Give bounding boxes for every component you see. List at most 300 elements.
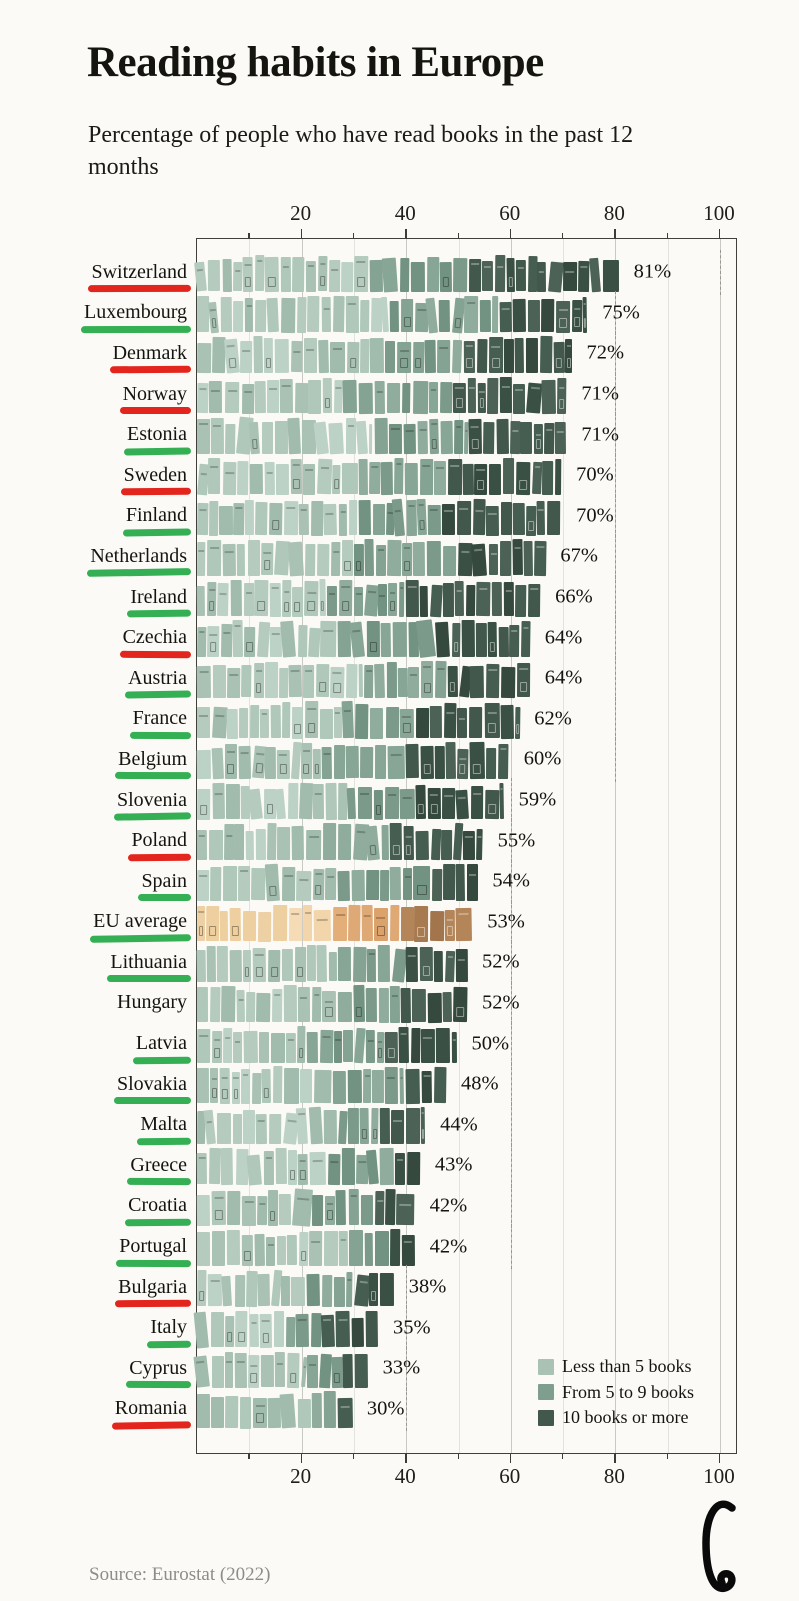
spine-line xyxy=(333,672,342,674)
book-spine xyxy=(336,1311,351,1347)
book-spine xyxy=(255,829,265,860)
book-spine xyxy=(337,870,350,900)
country-label-cell xyxy=(1,455,197,496)
book-spine xyxy=(477,339,488,373)
spine-label xyxy=(417,926,425,936)
book-spine xyxy=(603,260,619,292)
book-spine xyxy=(317,459,332,495)
spine-line xyxy=(306,349,314,351)
spine-line xyxy=(574,309,580,311)
bar-books xyxy=(197,944,469,982)
book-spine xyxy=(548,261,564,292)
spine-label xyxy=(199,926,204,936)
book-spine xyxy=(557,378,566,414)
spine-label xyxy=(298,1048,303,1058)
spine-line xyxy=(287,1039,293,1041)
spine-line xyxy=(240,870,248,872)
spine-line xyxy=(397,1159,403,1161)
country-label-cell xyxy=(1,617,197,658)
book-spine xyxy=(289,665,302,698)
spine-label xyxy=(460,764,466,774)
spine-label xyxy=(245,967,250,977)
spine-label xyxy=(422,967,429,977)
book-spine xyxy=(365,1311,377,1347)
spine-line xyxy=(315,873,322,875)
book-spine xyxy=(499,783,503,819)
axis-tick xyxy=(510,229,511,238)
spine-line xyxy=(324,752,331,754)
book-spine xyxy=(322,1275,332,1307)
spine-line xyxy=(291,670,299,672)
book-spine xyxy=(544,423,554,454)
book-spine xyxy=(264,462,274,495)
book-spine xyxy=(366,1150,379,1185)
dashed-gridline xyxy=(615,534,616,579)
book-spine xyxy=(341,262,353,292)
country-label-cell xyxy=(1,739,197,780)
book-spine xyxy=(468,378,476,413)
book-spine xyxy=(516,461,531,494)
country-label: Belgium xyxy=(118,748,187,771)
book-spine xyxy=(291,826,304,860)
spine-line xyxy=(233,1077,238,1079)
spine-line xyxy=(210,547,219,549)
book-spine xyxy=(378,945,390,982)
book-spine xyxy=(489,464,501,495)
book-spine xyxy=(197,1195,211,1226)
country-label-cell xyxy=(1,1226,197,1267)
spine-line xyxy=(210,308,215,311)
book-spine xyxy=(429,419,439,454)
book-spine xyxy=(397,668,407,697)
spine-line xyxy=(418,504,424,506)
country-label: Slovenia xyxy=(117,789,187,812)
book-spine xyxy=(563,262,577,291)
spine-line xyxy=(199,423,207,425)
spine-label xyxy=(423,764,430,774)
spine-line xyxy=(408,586,416,588)
spine-line xyxy=(312,1241,320,1243)
book-spine xyxy=(379,1148,394,1185)
spine-line xyxy=(283,266,289,268)
book-spine xyxy=(413,381,428,414)
country-label: France xyxy=(133,707,187,730)
book-spine xyxy=(197,906,205,941)
spine-line xyxy=(473,793,481,795)
spine-label xyxy=(263,1332,270,1342)
country-row xyxy=(132,699,736,740)
book-spine xyxy=(334,1031,342,1063)
book-spine xyxy=(387,662,397,698)
spine-line xyxy=(459,913,469,915)
book-spine xyxy=(296,871,311,901)
book-spine xyxy=(314,910,331,941)
book-spine xyxy=(441,830,452,860)
book-spine xyxy=(248,1354,260,1387)
country-row xyxy=(117,780,736,821)
book-spine xyxy=(219,506,233,535)
book-spine xyxy=(433,461,445,495)
dashed-gridline xyxy=(720,250,721,295)
spine-label xyxy=(256,1413,264,1423)
book-spine xyxy=(208,1274,222,1306)
book-spine xyxy=(589,257,600,291)
spine-line xyxy=(262,1319,270,1321)
country-label: Lithuania xyxy=(110,951,187,974)
spine-line xyxy=(323,1036,331,1038)
spine-line xyxy=(298,1318,306,1320)
book-spine xyxy=(430,706,442,738)
book-spine xyxy=(381,462,394,495)
book-spine xyxy=(373,504,385,535)
book-spine xyxy=(583,296,587,332)
spine-line xyxy=(291,913,299,915)
country-label-cell xyxy=(1,577,197,618)
spine-label xyxy=(431,804,438,814)
book-spine xyxy=(333,1071,346,1104)
spine-line xyxy=(305,669,312,671)
book-spine xyxy=(499,302,511,332)
book-spine xyxy=(353,985,364,1022)
spine-label xyxy=(404,317,411,327)
spine-label xyxy=(222,1088,228,1098)
spine-line xyxy=(210,1280,219,1282)
spine-line xyxy=(410,674,417,676)
country-row xyxy=(127,414,736,455)
book-spine xyxy=(265,863,280,901)
book-spine xyxy=(269,503,283,535)
book-spine xyxy=(210,987,220,1022)
book-spine xyxy=(338,824,351,860)
spine-line xyxy=(392,995,398,997)
spine-line xyxy=(284,590,290,592)
book-spine xyxy=(356,421,369,455)
book-spine xyxy=(298,625,307,657)
book-spine xyxy=(343,1354,354,1388)
bar-books xyxy=(197,984,469,1022)
book-spine xyxy=(225,1316,234,1347)
bar-books xyxy=(197,457,563,495)
book-spine xyxy=(421,1029,435,1063)
spine-label xyxy=(406,845,411,855)
spine-line xyxy=(259,1203,265,1205)
spine-line xyxy=(199,509,206,511)
book-spine xyxy=(413,542,425,576)
spine-label xyxy=(325,1007,333,1017)
spine-line xyxy=(437,668,444,670)
spine-line xyxy=(245,264,252,266)
book-spine xyxy=(469,707,482,738)
book-spine xyxy=(251,868,265,900)
spine-line xyxy=(457,590,463,592)
country-row xyxy=(123,455,736,496)
book-spine xyxy=(403,868,412,900)
book-spine xyxy=(311,501,323,536)
book-spine xyxy=(212,707,227,739)
book-spine xyxy=(367,621,380,657)
book-spine xyxy=(298,1154,308,1185)
book-spine xyxy=(359,459,368,495)
spine-label xyxy=(228,358,236,369)
spine-label xyxy=(301,1251,306,1261)
book-spine xyxy=(323,378,332,413)
book-spine xyxy=(439,261,451,291)
book-spine xyxy=(303,464,315,495)
country-label-cell xyxy=(1,861,197,902)
spine-line xyxy=(226,344,234,347)
book-spine xyxy=(367,949,376,982)
bar-books xyxy=(197,619,531,657)
book-spine xyxy=(504,339,514,373)
book-spine xyxy=(292,257,305,292)
book-spine xyxy=(217,583,229,616)
spine-label xyxy=(388,1048,395,1058)
book-spine xyxy=(224,338,239,373)
book-spine xyxy=(520,422,532,454)
book-spine xyxy=(369,462,380,494)
book-spine xyxy=(235,1311,248,1347)
country-label-cell xyxy=(1,1104,197,1145)
book-spine xyxy=(208,301,219,332)
country-label-cell xyxy=(1,1307,197,1348)
country-row xyxy=(117,983,736,1024)
book-spine xyxy=(211,1312,224,1347)
spine-line xyxy=(240,752,248,754)
spine-label xyxy=(270,967,277,977)
book-spine xyxy=(237,544,246,576)
book-spine xyxy=(221,297,232,332)
book-spine xyxy=(388,583,397,616)
book-spine xyxy=(248,788,263,820)
book-spine xyxy=(197,789,211,820)
spine-line xyxy=(366,670,372,672)
book-spine xyxy=(222,1276,233,1306)
book-spine xyxy=(515,707,520,739)
book-spine xyxy=(321,1315,335,1347)
book-spine xyxy=(286,1317,295,1347)
book-spine xyxy=(399,582,404,617)
spine-line xyxy=(460,758,467,760)
spine-line xyxy=(323,630,333,632)
spine-line xyxy=(244,1201,253,1203)
book-spine xyxy=(443,583,454,617)
book-spine xyxy=(443,864,455,900)
book-spine xyxy=(427,541,441,576)
book-spine xyxy=(555,459,561,495)
book-spine xyxy=(277,827,290,860)
country-row xyxy=(128,1186,736,1227)
spine-line xyxy=(417,309,425,311)
spine-line xyxy=(566,271,575,273)
spine-line xyxy=(364,915,371,917)
book-spine xyxy=(306,829,322,859)
book-spine xyxy=(266,1237,275,1266)
book-spine xyxy=(232,1072,240,1104)
marker-underline xyxy=(127,610,191,617)
book-spine xyxy=(334,380,343,413)
spine-line xyxy=(274,995,280,997)
book-spine xyxy=(483,422,495,454)
book-spine xyxy=(254,580,269,616)
book-spine xyxy=(257,1196,267,1225)
spine-line xyxy=(440,347,448,349)
book-spine xyxy=(197,750,211,779)
spine-line xyxy=(538,509,543,511)
book-spine xyxy=(427,257,439,292)
book-spine xyxy=(319,1353,332,1387)
spine-line xyxy=(225,551,233,553)
spine-line xyxy=(264,552,272,554)
spine-line xyxy=(436,466,444,468)
book-spine xyxy=(526,338,538,373)
value-label: 67% xyxy=(560,544,598,567)
spine-line xyxy=(200,1035,208,1037)
book-spine xyxy=(246,831,254,860)
spine-line xyxy=(293,464,300,466)
book-spine xyxy=(523,541,533,576)
spine-line xyxy=(301,510,307,512)
book-spine xyxy=(456,864,466,901)
book-spine xyxy=(343,1030,353,1062)
book-spine xyxy=(363,1069,372,1103)
book-spine xyxy=(555,422,566,454)
axis-tick-label: 40 xyxy=(394,1464,416,1489)
book-spine xyxy=(470,742,485,779)
book-spine xyxy=(455,581,464,616)
spine-line xyxy=(406,430,414,432)
book-spine xyxy=(282,580,291,617)
spine-line xyxy=(488,669,496,671)
spine-line xyxy=(238,999,243,1001)
book-spine xyxy=(464,341,475,373)
book-spine xyxy=(282,867,295,901)
book-spine xyxy=(308,380,321,414)
spine-line xyxy=(199,1158,206,1160)
book-spine xyxy=(288,1150,297,1185)
book-spine xyxy=(287,542,303,576)
axis-minor-tick xyxy=(458,1454,459,1459)
book-spine xyxy=(197,296,209,332)
spine-line xyxy=(581,266,588,268)
book-spine xyxy=(303,665,314,698)
spine-label xyxy=(559,398,564,408)
spine-line xyxy=(511,630,517,632)
book-spine xyxy=(500,377,512,413)
spine-line xyxy=(214,793,222,795)
country-label: Italy xyxy=(150,1316,187,1339)
spine-line xyxy=(505,590,511,592)
book-spine xyxy=(312,1393,322,1428)
book-spine xyxy=(281,257,291,292)
book-spine xyxy=(394,458,404,494)
country-row xyxy=(118,739,736,780)
country-label: Finland xyxy=(126,504,187,527)
book-spine xyxy=(325,868,337,900)
spine-line xyxy=(430,509,438,511)
book-spine xyxy=(404,424,416,454)
book-spine xyxy=(287,1353,299,1388)
book-spine xyxy=(209,501,218,536)
book-spine xyxy=(197,542,205,576)
book-spine xyxy=(513,503,525,536)
spine-line xyxy=(199,631,205,633)
book-spine xyxy=(348,905,361,941)
bar-books xyxy=(197,1309,380,1347)
book-spine xyxy=(306,1032,318,1063)
spine-line xyxy=(457,959,464,961)
spine-label xyxy=(215,1210,223,1220)
book-spine xyxy=(211,418,224,454)
book-spine xyxy=(243,1031,257,1063)
book-spine xyxy=(385,1067,398,1104)
country-label: Croatia xyxy=(128,1194,187,1217)
spine-label xyxy=(212,1088,217,1098)
book-spine xyxy=(197,1068,209,1103)
spine-line xyxy=(199,835,205,837)
country-label: Romania xyxy=(115,1397,187,1420)
book-spine xyxy=(350,622,365,658)
spine-line xyxy=(408,954,415,956)
book-spine xyxy=(249,421,260,454)
book-spine xyxy=(513,384,525,414)
axis-tick-label: 80 xyxy=(603,1464,625,1489)
spine-label xyxy=(300,1170,306,1180)
book-spine xyxy=(272,989,282,1022)
book-spine xyxy=(197,503,208,535)
book-spine xyxy=(448,459,462,495)
bar-books xyxy=(197,741,511,779)
spine-line xyxy=(279,754,287,756)
book-spine xyxy=(318,256,327,291)
spine-line xyxy=(331,269,338,271)
dashed-gridline xyxy=(615,453,616,498)
book-spine xyxy=(375,1191,385,1225)
spine-label xyxy=(488,804,496,814)
book-spine xyxy=(375,1231,389,1265)
book-spine xyxy=(482,261,493,291)
book-spine xyxy=(246,1270,258,1306)
spine-line xyxy=(236,507,243,509)
book-spine xyxy=(414,906,428,942)
book-spine xyxy=(380,1273,394,1306)
spine-label xyxy=(245,1251,251,1261)
book-spine xyxy=(322,991,336,1022)
book-spine xyxy=(288,783,298,819)
plot-area xyxy=(84,238,737,1454)
book-spine xyxy=(374,789,383,819)
spine-line xyxy=(338,1319,347,1321)
book-spine xyxy=(299,504,309,535)
spine-label xyxy=(356,1007,362,1017)
book-spine xyxy=(381,623,391,657)
book-spine xyxy=(435,622,450,658)
axis-tick xyxy=(719,229,720,238)
book-spine xyxy=(211,748,223,779)
book-spine xyxy=(250,705,259,738)
spine-line xyxy=(277,1364,283,1366)
book-spine xyxy=(342,540,353,576)
spine-line xyxy=(305,911,311,913)
spine-line xyxy=(335,1039,340,1041)
book-spine xyxy=(565,339,572,373)
book-spine xyxy=(413,342,424,373)
book-spine xyxy=(297,297,306,333)
book-spine xyxy=(263,338,272,373)
source-note: Source: Eurostat (2022) xyxy=(89,1564,271,1585)
book-spine xyxy=(369,1273,378,1306)
spine-label xyxy=(378,1048,382,1058)
country-label-cell xyxy=(1,1145,197,1186)
